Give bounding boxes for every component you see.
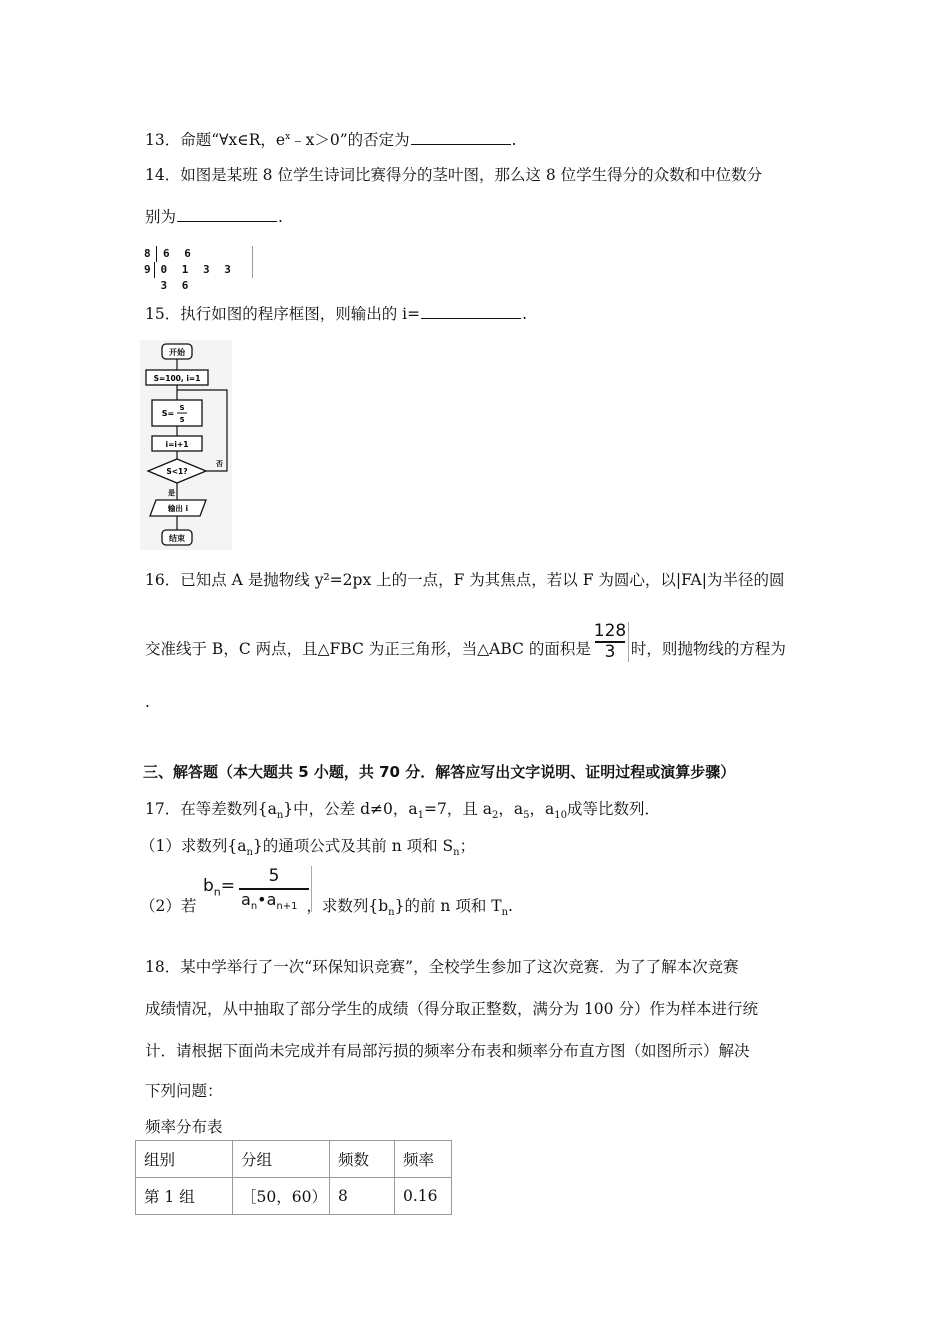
flow-init-label: S=100, i=1 [153, 374, 201, 383]
q17-sub: n [388, 907, 395, 919]
q17-sub: n [453, 847, 460, 859]
q17-text: =7，且 a [423, 800, 492, 818]
q13-text-2: ﹣x＞0”的否定为 [290, 131, 410, 149]
q17-sub: 1 [417, 810, 424, 822]
q17-sub: 10 [554, 810, 567, 822]
q13-exponent: x [285, 131, 291, 142]
q16-frac-numerator: 128 [593, 621, 627, 641]
q13-answer-blank[interactable] [411, 143, 511, 145]
question-14-line2 [145, 205, 283, 227]
table-cell: 第 1 组 [136, 1178, 233, 1215]
q16-text: 交准线于 B，C 两点，且△FBC 为正三角形，当△ABC 的面积是 [145, 640, 591, 658]
leaves: 0 1 3 3 3 6 [160, 263, 235, 292]
flow-assign-den: 5 [179, 416, 185, 424]
question-15 [145, 302, 527, 324]
table-cell: 0.16 [395, 1178, 452, 1215]
q17-part1-text: （1）求数列{a [140, 837, 247, 855]
q17-text: ，a [498, 800, 524, 818]
q16-frac-denominator: 3 [604, 641, 616, 662]
question-16-line2 [145, 637, 786, 659]
program-flowchart [140, 340, 232, 550]
q17-text: 成等比数列． [566, 800, 660, 818]
question-18-line1: 18．某中学举行了一次“环保知识竞赛”，全校学生参加了这次竞赛．为了了解本次竞赛 [145, 958, 739, 976]
q17-text: }中，公差 d≠0，a [283, 800, 418, 818]
q13-period: . [511, 131, 517, 149]
table-title: 频率分布表 [145, 1118, 223, 1136]
bn-denominator: $a_n•a_{n+1}$ [241, 890, 298, 913]
q17-sub: 2 [492, 810, 499, 822]
q17-part1-text: }的通项公式及其前 n 项和 S [252, 837, 454, 855]
q13-text: 13．命题“∀x∈R，e [145, 131, 286, 149]
q17-sub: n [246, 847, 253, 859]
flow-end-label: 结束 [169, 534, 185, 543]
q17-text: 17．在等差数列{a [145, 800, 277, 818]
q17-part1-text: ； [459, 837, 476, 855]
flow-no-label: 否 [216, 460, 223, 468]
q14-period: . [278, 208, 283, 226]
q17-bn-formula [203, 866, 312, 912]
table-header: 组别 [136, 1141, 233, 1178]
table-row [136, 1178, 452, 1215]
stem-leaf-row [143, 262, 253, 292]
flow-output-label: 输出 i [167, 504, 189, 513]
question-13 [145, 128, 517, 150]
table-header: 频数 [330, 1141, 395, 1178]
q15-text: 15．执行如图的程序框图，则输出的 i= [145, 305, 421, 323]
flow-start-label: 开始 [169, 348, 185, 357]
flow-assign-label: S= [161, 409, 175, 418]
flow-assign-num: S [179, 404, 185, 412]
q14-answer-blank[interactable] [177, 220, 277, 222]
question-16-line3: . [145, 693, 150, 711]
question-17-line1 [145, 797, 660, 821]
q16-fraction [592, 622, 629, 662]
question-18-line3: 计．请根据下面尚未完成并有局部污损的频率分布表和频率分布直方图（如图所示）解决 [145, 1042, 750, 1060]
frequency-table [135, 1140, 452, 1215]
flow-increment-label: i=i+1 [165, 440, 189, 449]
section-heading: 三、解答题（本大题共 5 小题，共 70 分．解答应写出文字说明、证明过程或演算步骤） [143, 763, 736, 781]
stem-leaf-plot [143, 246, 253, 292]
q17-sub: n [501, 907, 509, 919]
leaves: 6 6 [163, 247, 195, 260]
question-14-line1: 14．如图是某班 8 位学生诗词比赛得分的茎叶图，那么这 8 位学生得分的众数和中位数分 [145, 166, 763, 184]
flow-decision-label: S<1? [166, 467, 188, 476]
q17-part2-text: }的前 n 项和 T [394, 897, 502, 915]
question-18-line2: 成绩情况，从中抽取了部分学生的成绩（得分取正整数，满分为 100 分）作为样本进行统 [145, 1000, 758, 1018]
table-header: 分组 [233, 1141, 330, 1178]
q17-sub: n [276, 810, 284, 822]
table-cell: 8 [330, 1178, 395, 1215]
q17-sub: 5 [523, 810, 530, 822]
stem-leaf-row [143, 246, 253, 262]
q17-part2-text: （2）若 [140, 897, 197, 915]
q14-text: 别为 [145, 208, 177, 226]
q15-answer-blank[interactable] [421, 317, 521, 319]
question-17-part1 [140, 834, 475, 858]
question-17-part2 [140, 894, 513, 918]
stem: 9 [143, 262, 155, 278]
table-header: 频率 [395, 1141, 452, 1178]
q17-part2-text: ，求数列{b [306, 897, 389, 915]
q15-period: . [522, 305, 528, 323]
bn-numerator: 5 [268, 866, 280, 886]
table-cell: ［50，60） [233, 1178, 330, 1215]
flow-yes-label: 是 [168, 489, 175, 497]
question-18-line4: 下列问题： [145, 1082, 223, 1100]
bn-lhs: $b_n=$ [203, 876, 236, 899]
q17-part2-text: . [508, 897, 513, 915]
q17-text: ，a [529, 800, 555, 818]
question-16-line1: 16．已知点 A 是抛物线 y²=2px 上的一点，F 为其焦点，若以 F 为圆心，以|FA|为半径的圆 [145, 571, 785, 589]
table-header-row [136, 1141, 452, 1178]
stem: 8 [143, 246, 157, 262]
q16-text-2: 时，则抛物线的方程为 [630, 640, 786, 658]
